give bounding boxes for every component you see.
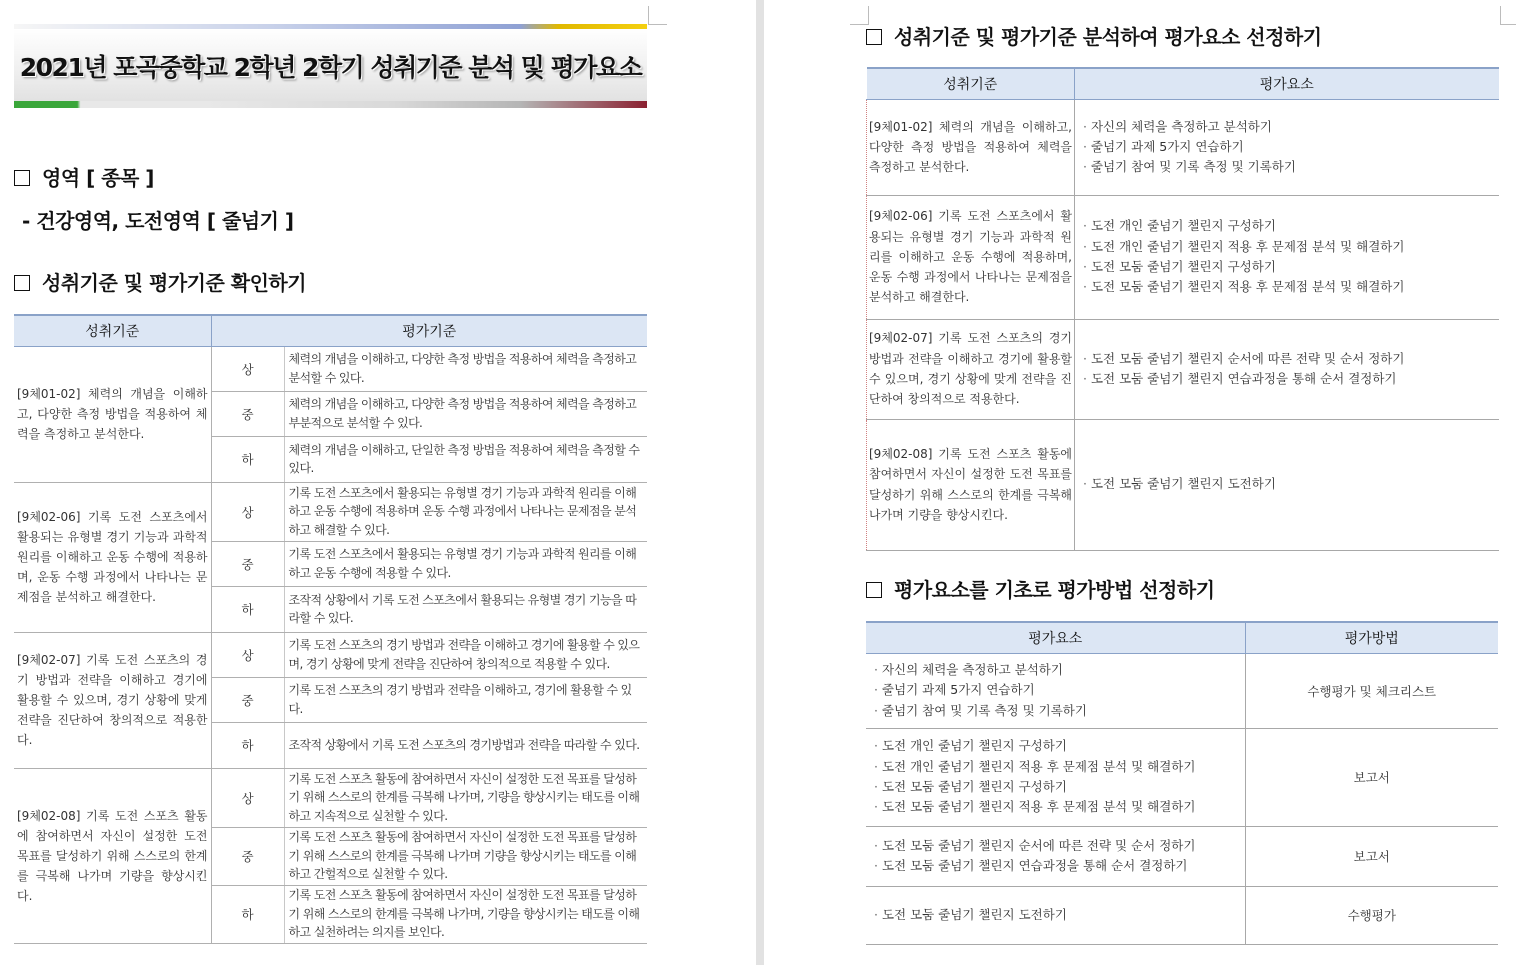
section-heading-method: [866, 574, 1215, 603]
table-row: [14, 632, 647, 677]
analysis-table: [866, 67, 1499, 551]
standard-cell: [9체02-07] 기록 도전 스포츠의 경기 방법과 전략을 이해하고 경기에 활용할 수 있으며, 경기 상황에 맞게 전략을 진단하여 창의적으로 적용한다.: [867, 319, 1075, 419]
left-page: [0, 0, 756, 965]
list-item: · 도전 개인 줄넘기 챌린지 구성하기: [874, 736, 1237, 756]
elements-cell: [866, 728, 1245, 826]
list-item: · 자신의 체력을 측정하고 분석하기: [874, 660, 1237, 680]
document-title: 2021년 포곡중학교 2학년 2학기 성취기준 분석 및 평가요소: [19, 53, 642, 82]
page-gutter: [756, 0, 764, 965]
checkbox-square-icon: [866, 29, 882, 45]
criteria-cell: 조작적 상황에서 기록 도전 스포츠에서 활용되는 유형별 경기 기능을 따라할 수 있다.: [284, 586, 647, 632]
section-heading-area: [14, 162, 154, 191]
level-cell: 중: [211, 541, 284, 586]
section-heading-check-text: 성취기준 및 평가기준 확인하기: [42, 271, 307, 295]
page-corner-mark: [1500, 6, 1516, 25]
level-cell: 상: [211, 768, 284, 827]
list-item: · 도전 모둠 줄넘기 챌린지 구성하기: [874, 777, 1237, 797]
standard-cell: [9체01-02] 체력의 개념을 이해하고, 다양한 측정 방법을 적용하여 체력을 측정하고 분석한다.: [14, 346, 211, 482]
table-row: [866, 826, 1498, 886]
level-cell: 중: [211, 677, 284, 722]
criteria-cell: 체력의 개념을 이해하고, 다양한 측정 방법을 적용하여 체력을 측정하고 분석할 수 있다.: [284, 346, 647, 391]
table-header-elements: 평가요소: [1075, 68, 1499, 99]
method-table: [866, 621, 1498, 945]
list-item: · 자신의 체력을 측정하고 분석하기: [1083, 117, 1491, 137]
standard-cell: [9체02-08] 기록 도전 스포츠 활동에 참여하면서 자신이 설정한 도전 목표를 달성하기 위해 스스로의 한계를 극복해 나가며 기량을 향상시킨다.: [867, 419, 1075, 550]
table-row: [14, 768, 647, 827]
standard-cell: [9체01-02] 체력의 개념을 이해하고, 다양한 측정 방법을 적용하여 체력을 측정하고 분석한다.: [867, 99, 1075, 195]
criteria-cell: 기록 도전 스포츠 활동에 참여하면서 자신이 설정한 도전 목표를 달성하기 위해 스스로의 한계를 극복해 나가며, 기량을 향상시키는 태도를 이해하고 지속적으로 실천할 수 있다.: [284, 768, 647, 827]
table-row: [866, 728, 1498, 826]
table-row: [866, 886, 1498, 944]
list-item: · 도전 모둠 줄넘기 챌린지 적용 후 문제점 분석 및 해결하기: [874, 797, 1237, 817]
table-header-row: [866, 622, 1498, 653]
table-row: [867, 319, 1499, 419]
area-content: - 건강영역, 도전영역 [ 줄넘기 ]: [22, 209, 294, 233]
level-cell: 하: [211, 722, 284, 768]
level-cell: 하: [211, 885, 284, 943]
section-heading-check: [14, 267, 306, 296]
list-item: · 줄넘기 참여 및 기록 측정 및 기록하기: [1083, 157, 1491, 177]
list-item: · 줄넘기 과제 5가지 연습하기: [874, 680, 1237, 700]
list-item: · 도전 개인 줄넘기 챌린지 적용 후 문제점 분석 및 해결하기: [1083, 237, 1491, 257]
section-heading-method-text: 평가요소를 기초로 평가방법 선정하기: [894, 578, 1215, 602]
elements-cell: [1075, 319, 1499, 419]
standard-cell: [9체02-08] 기록 도전 스포츠 활동에 참여하면서 자신이 설정한 도전 목표를 달성하기 위해 스스로의 한계를 극복해 나가며 기량을 향상시킨다.: [14, 768, 211, 943]
table-header-standard: 성취기준: [14, 315, 211, 346]
criteria-cell: 조작적 상황에서 기록 도전 스포츠의 경기방법과 전략을 따라할 수 있다.: [284, 722, 647, 768]
standard-cell: [9체02-07] 기록 도전 스포츠의 경기 방법과 전략을 이해하고 경기에 활용할 수 있으며, 경기 상황에 맞게 전략을 진단하여 창의적으로 적용한다.: [14, 632, 211, 768]
method-cell: 수행평가: [1245, 886, 1498, 944]
criteria-cell: 체력의 개념을 이해하고, 다양한 측정 방법을 적용하여 체력을 측정하고 부분적으로 분석할 수 있다.: [284, 391, 647, 436]
level-cell: 하: [211, 436, 284, 482]
table-header-criteria: 평가기준: [211, 315, 647, 346]
criteria-cell: 기록 도전 스포츠 활동에 참여하면서 자신이 설정한 도전 목표를 달성하기 위해 스스로의 한계를 극복해 나가며, 기량을 향상시키는 태도를 이해하고 실천하려는 의지를 보인다.: [284, 885, 647, 943]
table-header-row: [867, 68, 1499, 99]
criteria-cell: 기록 도전 스포츠에서 활용되는 유형별 경기 기능과 과학적 원리를 이해하고 운동 수행에 적용할 수 있다.: [284, 541, 647, 586]
list-item: · 줄넘기 참여 및 기록 측정 및 기록하기: [874, 701, 1237, 721]
criteria-cell: 체력의 개념을 이해하고, 단일한 측정 방법을 적용하여 체력을 측정할 수 있다.: [284, 436, 647, 482]
section-heading-analysis: [866, 21, 1322, 50]
level-cell: 상: [211, 346, 284, 391]
elements-cell: [1075, 99, 1499, 195]
level-cell: 중: [211, 391, 284, 436]
right-page: [764, 0, 1516, 965]
elements-cell: [1075, 419, 1499, 550]
table-row: [14, 482, 647, 541]
table-header-row: [14, 315, 647, 346]
checkbox-square-icon: [14, 275, 30, 291]
level-cell: 중: [211, 827, 284, 885]
standard-cell: [9체02-06] 기록 도전 스포츠에서 활용되는 유형별 경기 기능과 과학적 원리를 이해하고 운동 수행에 적용하며, 운동 수행 과정에서 나타나는 문제점을 분석하고 해결한다.: [867, 195, 1075, 319]
table-header-method: 평가방법: [1245, 622, 1498, 653]
criteria-table: [14, 314, 647, 944]
list-item: · 도전 모둠 줄넘기 챌린지 연습과정을 통해 순서 결정하기: [874, 856, 1237, 876]
title-banner: [14, 24, 647, 109]
checkbox-square-icon: [14, 170, 30, 186]
list-item: · 도전 모둠 줄넘기 챌린지 순서에 따른 전략 및 순서 정하기: [874, 836, 1237, 856]
level-cell: 하: [211, 586, 284, 632]
elements-cell: [1075, 195, 1499, 319]
section-heading-area-text: 영역 [ 종목 ]: [42, 166, 154, 190]
level-cell: 상: [211, 632, 284, 677]
list-item: · 도전 모둠 줄넘기 챌린지 순서에 따른 전략 및 순서 정하기: [1083, 349, 1491, 369]
list-item: · 도전 개인 줄넘기 챌린지 적용 후 문제점 분석 및 해결하기: [874, 757, 1237, 777]
title-bottom-bar: [14, 101, 647, 108]
criteria-cell: 기록 도전 스포츠 활동에 참여하면서 자신이 설정한 도전 목표를 달성하기 위해 스스로의 한계를 극복해 나가며 기량을 향상시키는 태도를 이해하고 간헐적으로 실천할 수 있다.: [284, 827, 647, 885]
elements-cell: [866, 886, 1245, 944]
table-row: [866, 653, 1498, 728]
list-item: · 도전 모둠 줄넘기 챌린지 도전하기: [874, 905, 1237, 925]
level-cell: 상: [211, 482, 284, 541]
list-item: · 도전 모둠 줄넘기 챌린지 도전하기: [1083, 474, 1491, 494]
table-row: [867, 419, 1499, 550]
table-header-elements: 평가요소: [866, 622, 1245, 653]
table-row: [867, 99, 1499, 195]
list-item: · 도전 개인 줄넘기 챌린지 구성하기: [1083, 216, 1491, 236]
elements-cell: [866, 826, 1245, 886]
section-heading-analysis-text: 성취기준 및 평가기준 분석하여 평가요소 선정하기: [894, 25, 1322, 49]
method-cell: 보고서: [1245, 826, 1498, 886]
list-item: · 도전 모둠 줄넘기 챌린지 구성하기: [1083, 257, 1491, 277]
criteria-cell: 기록 도전 스포츠의 경기 방법과 전략을 이해하고, 경기에 활용할 수 있다.: [284, 677, 647, 722]
table-header-standard: 성취기준: [867, 68, 1075, 99]
criteria-cell: 기록 도전 스포츠의 경기 방법과 전략을 이해하고 경기에 활용할 수 있으며, 경기 상황에 맞게 전략을 진단하여 창의적으로 적용할 수 있다.: [284, 632, 647, 677]
list-item: · 줄넘기 과제 5가지 연습하기: [1083, 137, 1491, 157]
elements-cell: [866, 653, 1245, 728]
page-corner-mark: [648, 6, 667, 25]
table-row: [867, 195, 1499, 319]
standard-cell: [9체02-06] 기록 도전 스포츠에서 활용되는 유형별 경기 기능과 과학적 원리를 이해하고 운동 수행에 적용하며, 운동 수행 과정에서 나타나는 문제점을 분석하고 해결한다.: [14, 482, 211, 632]
method-cell: 보고서: [1245, 728, 1498, 826]
list-item: · 도전 모둠 줄넘기 챌린지 적용 후 문제점 분석 및 해결하기: [1083, 277, 1491, 297]
method-cell: 수행평가 및 체크리스트: [1245, 653, 1498, 728]
criteria-cell: 기록 도전 스포츠에서 활용되는 유형별 경기 기능과 과학적 원리를 이해하고 운동 수행에 적용하며 운동 수행 과정에서 나타나는 문제점을 분석하고 해결할 수 있다.: [284, 482, 647, 541]
table-row: [14, 346, 647, 391]
list-item: · 도전 모둠 줄넘기 챌린지 연습과정을 통해 순서 결정하기: [1083, 369, 1491, 389]
checkbox-square-icon: [866, 582, 882, 598]
